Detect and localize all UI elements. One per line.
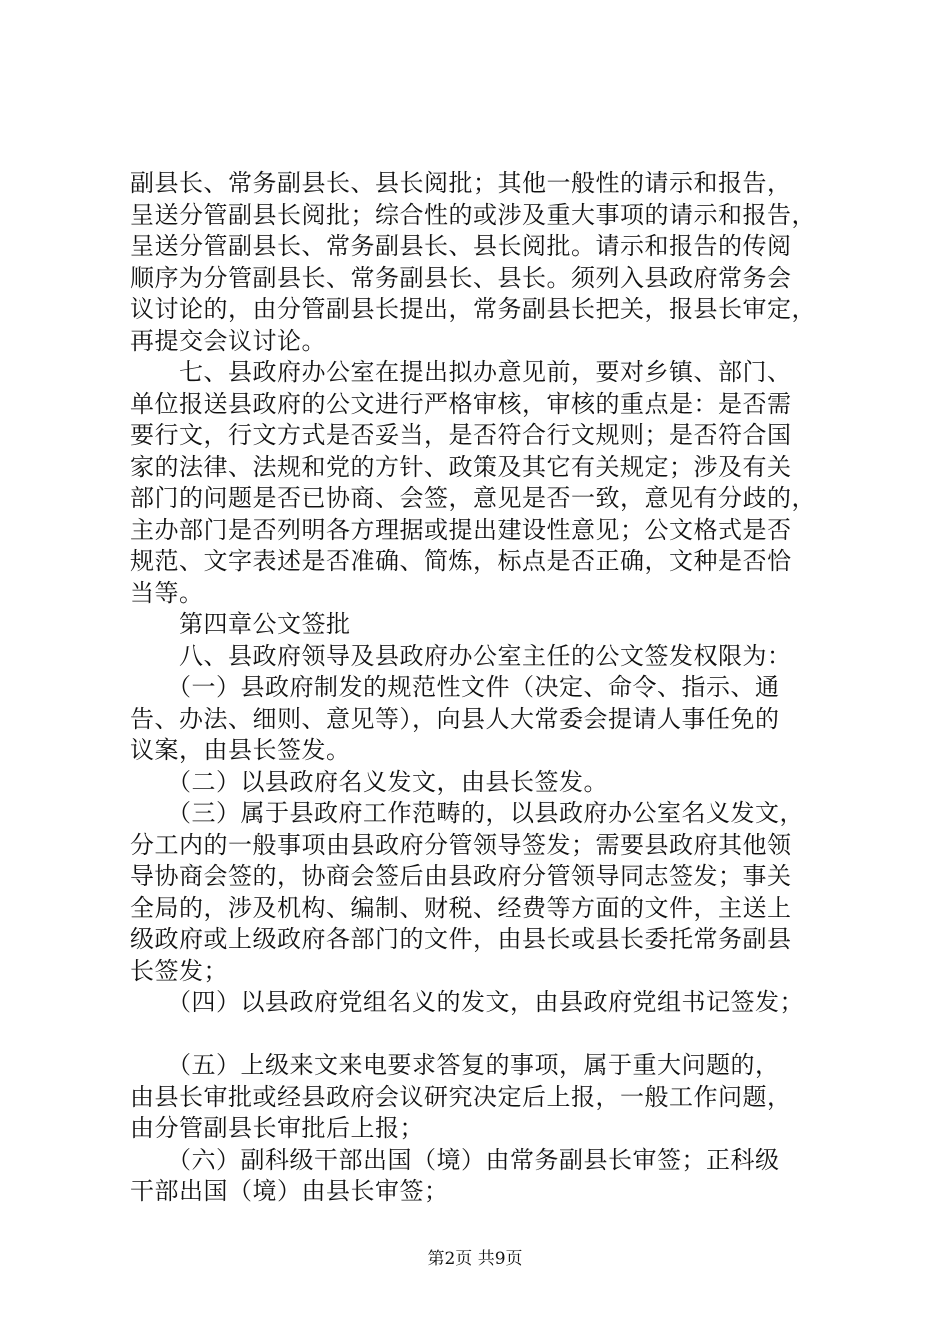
text-line: 告、办法、细则、意见等），向县人大常委会提请人事任免的: [130, 704, 780, 733]
text-line: 部门的问题是否已协商、会签，意见是否一致，意见有分歧的，: [130, 484, 816, 512]
text-line: 主办部门是否列明各方理据或提出建设性意见；公文格式是否: [130, 515, 792, 544]
text-line: 第四章公文签批: [130, 610, 351, 638]
text-line: （四）以县政府党组名义的发文，由县政府党组书记签发；: [130, 988, 804, 1016]
text-line: 长签发；: [130, 956, 228, 985]
text-line: 七、县政府办公室在提出拟办意见前，要对乡镇、部门、: [130, 358, 792, 386]
text-line: （三）属于县政府工作范畴的，以县政府办公室名义发文，: [130, 799, 804, 827]
text-line: [130, 1019, 850, 1051]
text-line: 顺序为分管副县长、常务副县长、县长。须列入县政府常务会: [130, 263, 792, 292]
text-line: 再提交会议讨论。: [130, 326, 326, 355]
text-line: 要行文，行文方式是否妥当，是否符合行文规则；是否符合国: [130, 421, 792, 449]
page-footer: 第2页 共9页: [427, 1249, 523, 1269]
text-line: 议讨论的，由分管副县长提出，常务副县长把关，报县长审定，: [130, 295, 816, 323]
text-line: 由县长审批或经县政府会议研究决定后上报，一般工作问题，: [130, 1082, 792, 1111]
text-line: 呈送分管副县长阅批；综合性的或涉及重大事项的请示和报告，: [130, 200, 816, 229]
text-line: 干部出国（境）由县长审签；: [130, 1177, 449, 1205]
text-line: 当等。: [130, 578, 204, 607]
text-line: 呈送分管副县长、常务副县长、县长阅批。请示和报告的传阅: [130, 232, 792, 260]
text-line: 议案，由县长签发。: [130, 736, 351, 764]
text-line: 全局的，涉及机构、编制、财税、经费等方面的文件，主送上: [130, 893, 792, 922]
text-line: （五）上级来文来电要求答复的事项，属于重大问题的，: [130, 1051, 780, 1079]
text-line: （一）县政府制发的规范性文件（决定、命令、指示、通: [130, 673, 780, 701]
document-body: [130, 168, 850, 1208]
text-line: 导协商会签的，协商会签后由县政府分管领导同志签发；事关: [130, 862, 792, 890]
text-line: （二）以县政府名义发文，由县长签发。: [130, 767, 608, 796]
text-line: 由分管副县长审批后上报；: [130, 1114, 424, 1142]
text-line: 单位报送县政府的公文进行严格审核，审核的重点是：是否需: [130, 389, 792, 418]
text-line: （六）副科级干部出国（境）由常务副县长审签；正科级: [130, 1145, 780, 1174]
text-line: 级政府或上级政府各部门的文件，由县长或县长委托常务副县: [130, 925, 792, 953]
text-line: 家的法律、法规和党的方针、政策及其它有关规定；涉及有关: [130, 452, 792, 481]
text-line: 规范、文字表述是否准确、简炼，标点是否正确，文种是否恰: [130, 547, 792, 575]
text-line: 八、县政府领导及县政府办公室主任的公文签发权限为：: [130, 641, 792, 670]
text-line: 副县长、常务副县长、县长阅批；其他一般性的请示和报告，: [130, 169, 792, 197]
text-line: 分工内的一般事项由县政府分管领导签发；需要县政府其他领: [130, 830, 792, 859]
